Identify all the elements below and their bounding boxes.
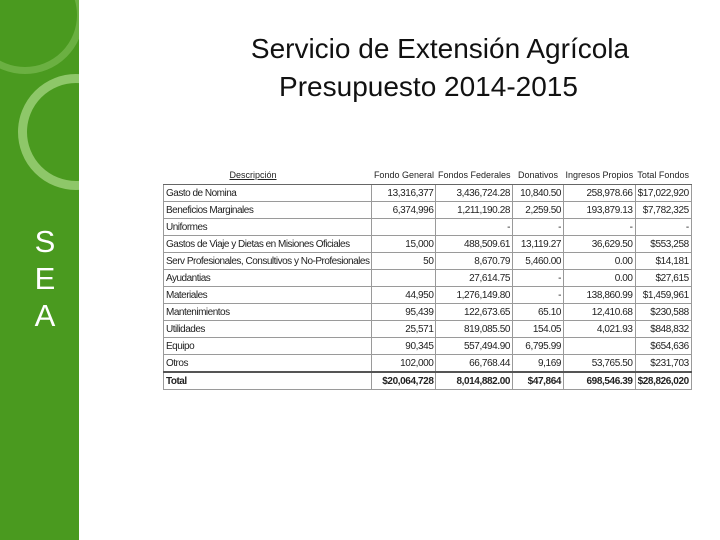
green-sidebar xyxy=(0,0,79,540)
table-body xyxy=(164,185,692,390)
header-ingresos-propios: Ingresos Propios xyxy=(564,158,636,185)
cell-fondo-general xyxy=(372,219,436,236)
cell-ingresos-propios: - xyxy=(564,219,636,236)
cell-ingresos-propios: 53,765.50 xyxy=(564,355,636,373)
cell-ingresos-propios: 138,860.99 xyxy=(564,287,636,304)
cell-ingresos-propios: 0.00 xyxy=(564,270,636,287)
table-row xyxy=(164,253,692,270)
cell-fondo-general: 25,571 xyxy=(372,321,436,338)
header-fondo-general: Fondo General xyxy=(372,158,436,185)
total-row xyxy=(164,372,692,390)
cell-fondo-general: 50 xyxy=(372,253,436,270)
cell-total-fondos: $231,703 xyxy=(635,355,691,373)
cell-fondo-general: 90,345 xyxy=(372,338,436,355)
cell-fondos-federales: 27,614.75 xyxy=(436,270,513,287)
cell-total-fondos: - xyxy=(635,219,691,236)
decorative-ring-top xyxy=(0,0,79,74)
cell-donativos: 13,119.27 xyxy=(513,236,564,253)
cell-total-fondos: $848,832 xyxy=(635,321,691,338)
cell-description: Utilidades xyxy=(164,321,372,338)
cell-donativos: 9,169 xyxy=(513,355,564,373)
table-row xyxy=(164,321,692,338)
header-total-fondos: Total Fondos xyxy=(635,158,691,185)
table-header-row xyxy=(164,158,692,185)
title-line-1: Servicio de Extensión Agrícola xyxy=(250,33,630,64)
header-donativos: Donativos xyxy=(513,158,564,185)
table-row xyxy=(164,185,692,202)
cell-description: Gastos de Viaje y Dietas en Misiones Oficiales xyxy=(164,236,372,253)
sidebar-letter-e: E xyxy=(34,261,56,296)
table-row xyxy=(164,338,692,355)
cell-donativos: 5,460.00 xyxy=(513,253,564,270)
cell-fondo-general: 6,374,996 xyxy=(372,202,436,219)
table-row xyxy=(164,270,692,287)
cell-total-fondos: $230,588 xyxy=(635,304,691,321)
cell-fondo-general: 95,439 xyxy=(372,304,436,321)
cell-description: Uniformes xyxy=(164,219,372,236)
cell-description: Serv Profesionales, Consultivos y No-Profesionales xyxy=(164,253,372,270)
cell-description: Equipo xyxy=(164,338,372,355)
cell-fondo-general: 13,316,377 xyxy=(372,185,436,202)
table-row xyxy=(164,202,692,219)
table-row xyxy=(164,304,692,321)
cell-fondos-federales: 8,014,882.00 xyxy=(436,372,513,390)
cell-description: Materiales xyxy=(164,287,372,304)
table-row xyxy=(164,287,692,304)
cell-ingresos-propios xyxy=(564,338,636,355)
cell-fondos-federales: 122,673.65 xyxy=(436,304,513,321)
title-line-2: Presupuesto 2014-2015 xyxy=(279,71,578,102)
cell-description: Otros xyxy=(164,355,372,373)
cell-fondos-federales: 66,768.44 xyxy=(436,355,513,373)
cell-fondos-federales: 488,509.61 xyxy=(436,236,513,253)
cell-donativos: 154.05 xyxy=(513,321,564,338)
cell-fondo-general: $20,064,728 xyxy=(372,372,436,390)
cell-ingresos-propios: 36,629.50 xyxy=(564,236,636,253)
cell-description: Ayudantias xyxy=(164,270,372,287)
cell-donativos: - xyxy=(513,219,564,236)
table-row xyxy=(164,355,692,373)
cell-description: Beneficios Marginales xyxy=(164,202,372,219)
cell-total-fondos: $27,615 xyxy=(635,270,691,287)
budget-table xyxy=(163,158,692,390)
header-fondos-federales: Fondos Federales xyxy=(436,158,513,185)
cell-description: Total xyxy=(164,372,372,390)
cell-ingresos-propios: 4,021.93 xyxy=(564,321,636,338)
cell-fondo-general: 102,000 xyxy=(372,355,436,373)
cell-description: Mantenimientos xyxy=(164,304,372,321)
cell-donativos: - xyxy=(513,270,564,287)
cell-fondo-general: 44,950 xyxy=(372,287,436,304)
cell-total-fondos: $654,636 xyxy=(635,338,691,355)
cell-donativos: 10,840.50 xyxy=(513,185,564,202)
table-row xyxy=(164,219,692,236)
cell-ingresos-propios: 258,978.66 xyxy=(564,185,636,202)
cell-description: Gasto de Nomina xyxy=(164,185,372,202)
budget-table-image xyxy=(163,158,692,390)
cell-fondos-federales: 557,494.90 xyxy=(436,338,513,355)
header-description: Descripción xyxy=(164,158,372,185)
cell-ingresos-propios: 698,546.39 xyxy=(564,372,636,390)
cell-ingresos-propios: 193,879.13 xyxy=(564,202,636,219)
cell-fondo-general xyxy=(372,270,436,287)
cell-fondos-federales: 1,276,149.80 xyxy=(436,287,513,304)
cell-fondos-federales: 8,670.79 xyxy=(436,253,513,270)
cell-donativos: $47,864 xyxy=(513,372,564,390)
sidebar-vertical-text xyxy=(30,223,60,334)
cell-ingresos-propios: 12,410.68 xyxy=(564,304,636,321)
cell-fondo-general: 15,000 xyxy=(372,236,436,253)
cell-ingresos-propios: 0.00 xyxy=(564,253,636,270)
cell-fondos-federales: 1,211,190.28 xyxy=(436,202,513,219)
sidebar-letter-a: A xyxy=(34,298,56,333)
cell-donativos: - xyxy=(513,287,564,304)
cell-fondos-federales: - xyxy=(436,219,513,236)
decorative-ring-middle xyxy=(18,74,79,190)
slide-title xyxy=(150,30,720,106)
cell-total-fondos: $1,459,961 xyxy=(635,287,691,304)
table-row xyxy=(164,236,692,253)
cell-donativos: 2,259.50 xyxy=(513,202,564,219)
sidebar-letter-s: S xyxy=(34,224,56,259)
cell-fondos-federales: 819,085.50 xyxy=(436,321,513,338)
cell-total-fondos: $14,181 xyxy=(635,253,691,270)
cell-donativos: 65.10 xyxy=(513,304,564,321)
cell-donativos: 6,795.99 xyxy=(513,338,564,355)
cell-total-fondos: $17,022,920 xyxy=(635,185,691,202)
cell-total-fondos: $28,826,020 xyxy=(635,372,691,390)
cell-fondos-federales: 3,436,724.28 xyxy=(436,185,513,202)
cell-total-fondos: $553,258 xyxy=(635,236,691,253)
cell-total-fondos: $7,782,325 xyxy=(635,202,691,219)
